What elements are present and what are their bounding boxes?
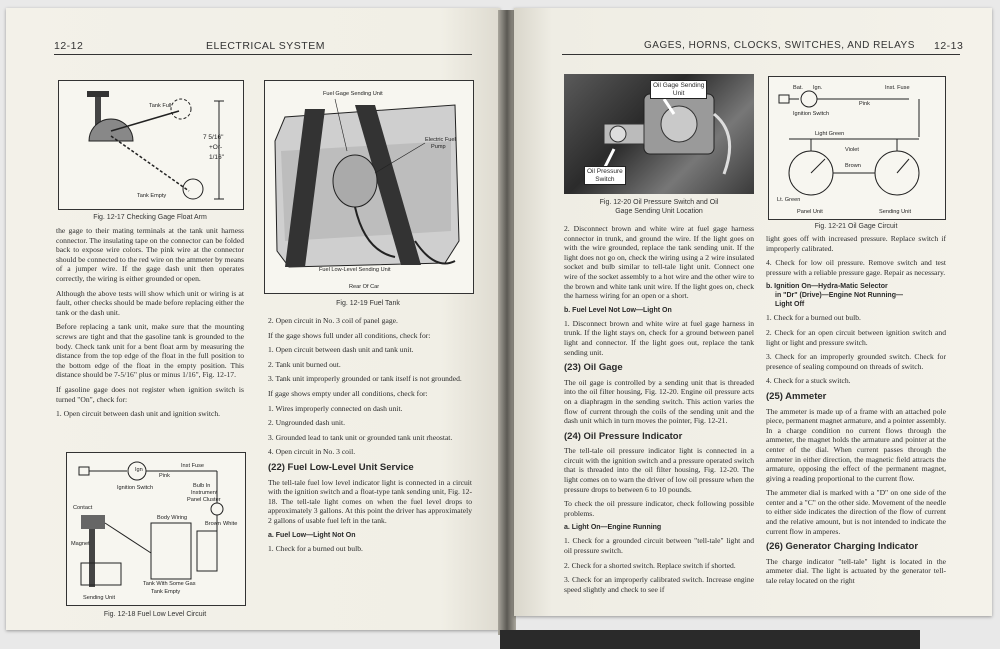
label-ignition-switch: Ignition Switch [793,111,830,117]
paragraph: 1. Check for a burned out bulb. [268,543,363,553]
callout-oil-pressure-switch [584,166,626,185]
paragraph: 2. Ungrounded dash unit. [268,418,345,428]
paragraph: 1. Disconnect brown and white wire at fuel gage harness in trunk. If the light stays on, check for a ground between panel light and connector. If the light goes out, replace the tank sending unit. [564,318,754,357]
page-base-shadow [500,630,920,649]
figure-12-21-oil-gage-circuit [768,76,946,220]
fuel-tank-drawing [265,81,473,293]
right-page-number: 12-13 [934,40,964,52]
callout-oil-gage-sending-unit [650,80,707,99]
subheading-light-on-engine-running: a. Light On—Engine Running [564,524,662,532]
label-light-green: Light Green [815,131,845,137]
paragraph: 2. Check for an open circuit between ignition switch and light or light and pressure switch. [766,327,946,347]
right-page [514,8,992,616]
label-low-level-unit: Fuel Low-Level Sending Unit [319,267,391,273]
paragraph: The ammeter dial is marked with a "D" on one side of the center and a "C" on the other side. Movement of the needle to either side indicates the direction of the flow of current and the relative amount, but is not intended to indicate the current flow in amperes. [766,488,946,536]
paragraph: 2. Tank unit burned out. [268,359,341,369]
label-lt-green: Lt. Green [777,197,801,203]
left-page [6,8,500,630]
right-header-rule [562,54,960,55]
label-body-wiring: Body Wiring [157,515,188,521]
paragraph: 4. Check for a stuck switch. [766,376,851,386]
paragraph: 1. Wires improperly connected on dash unit. [268,403,403,413]
label-tank-empty: Tank Empty [137,193,167,199]
label-inst-fuse: Inst. Fuse [885,85,910,91]
label-dim-1: 7 5/16" [203,134,224,141]
subheading-line-1: b. Ignition On—Hydra-Matic Selector [766,283,888,291]
callout-line-1: Oil Pressure [587,168,623,175]
label-tank-some-gas: Tank With Some Gas [143,581,196,587]
paragraph: 2. Check for a shorted switch. Replace switch if shorted. [564,560,736,570]
paragraph: 3. Grounded lead to tank unit or grounded tank unit rheostat. [268,432,453,442]
label-ign: Ign. [813,85,823,91]
section-heading-26: (26) Generator Charging Indicator [766,541,919,553]
paragraph: 3. Tank unit improperly grounded or tank itself is not grounded. [268,374,462,384]
label-panel-cluster: Panel Cluster [187,497,221,503]
caption-line-1: Fig. 12-20 Oil Pressure Switch and Oil [599,199,719,206]
label-pink: Pink [859,101,870,107]
right-column-1 [564,224,754,599]
paragraph: 1. Open circuit between dash unit and tank unit. [268,345,414,355]
label-contact: Contact [73,505,93,511]
subheading-line-3: Light Off [775,301,805,309]
caption-fig-12-21: Fig. 12-21 Oil Gage Circuit [814,223,898,230]
paragraph: The ammeter is made up of a frame with an attached pole piece, permanent magnet armature, and a pointer assembly. In a charge condition no current flows through the ammeter, the magnet holds the armature and pointer at the center of the dial. When current passes through the ammeter in either direction, the magnetic field attracts the armature, opposing the effect of the permanent magnet, giving a reading proportional to the current flow. [766,406,946,483]
section-heading-22: (22) Fuel Low-Level Unit Service [268,461,414,473]
caption-line-2: Gage Sending Unit Location [615,208,703,215]
label-brown: Brown [205,521,221,527]
right-column-2 [766,234,946,591]
caption-fig-12-19: Fig. 12-19 Fuel Tank [336,300,400,307]
section-heading-23: (23) Oil Gage [564,362,623,374]
left-running-title: ELECTRICAL SYSTEM [206,40,325,52]
label-fuel-gage-sending-unit: Fuel Gage Sending Unit [323,91,383,97]
label-brown: Brown [845,163,861,169]
paragraph: The charge indicator "tell-tale" light is located in the ammeter dial. The light is actuated by the generator tell-tale relay located on the right [766,556,946,586]
paragraph: Although the above tests will show which unit or wiring is at fault, other checks should be made before replacing either the tank or the dash unit. [56,288,244,317]
left-page-number: 12-12 [54,40,84,52]
label-sending-unit: Sending Unit [83,595,116,601]
right-running-title: GAGES, HORNS, CLOCKS, SWITCHES, AND RELAYS [644,40,915,51]
label-violet: Violet [845,147,859,153]
label-pink: Pink [159,473,170,479]
label-tank-empty-circuit: Tank Empty [151,589,181,595]
label-white: White [223,521,238,527]
paragraph: 3. Check for an improperly grounded switch. Check for presence of sealing compound on threads of switch. [766,352,946,371]
left-column-1 [56,226,244,424]
label-bat: Bat. [793,85,803,91]
label-ignition-switch: Ignition Switch [117,485,154,491]
paragraph: 3. Check for an improperly calibrated switch. Increase engine speed slightly and check to see if [564,575,754,594]
label-electric-fuel: Electric Fuel [425,137,456,143]
subheading-fuel-low-light-not-on: a. Fuel Low—Light Not On [268,531,356,539]
subheading-line-2: in "Dr" (Drive)—Engine Not Running— [775,292,903,300]
paragraph: 1. Open circuit between dash unit and ignition switch. [56,409,221,419]
paragraph: To check the oil pressure indicator, check following possible problems. [564,499,754,518]
paragraph: The tell-tale oil pressure indicator light is connected in a circuit with the ignition switch and a pressure operated switch that is threaded into the oil filter housing, Fig. 12-20. The light comes on to warn the driver of low oil pressure when the pressure drops to between 6 to 10 pounds. [564,446,754,494]
paragraph: The tell-tale fuel low level indicator light is connected in a circuit with the ignition switch and a float-type tank sending unit, Fig. 12-18. The tell-tale light comes on when the fuel level drops to approximately 3 gallons. At this point the driver has approximately 2 gallons of usable fuel left in the tank. [268,477,472,525]
callout-line-2: Switch [595,175,615,183]
paragraph: If gage shows empty under all conditions, check for: [268,388,428,398]
paragraph: 2. Open circuit in No. 3 coil of panel gage. [268,316,398,325]
subheading-ignition-on [766,282,946,309]
paragraph: The oil gage is controlled by a sending unit that is threaded into the oil filter housing, Fig. 12-20. Engine oil pressure acts on a diaphragm in the sending switch. This action varies the flow of current through the coils of the sending unit and the dash unit which in turn moves the pointer, Fig. 12-21. [564,377,754,426]
paragraph: light goes off with increased pressure. Replace switch if improperly calibrated. [766,234,946,253]
label-tank-full: Tank Full [149,103,172,109]
paragraph: the gage to their mating terminals at the tank unit harness connector. The insulating tape on the connector can be folded back to expose wire colors. The pink wire at the connector should be connected to the red wire on the ammeter by means of a jumper wire. If the gage dash unit then operates correctly, the wiring is either grounded or open. [56,226,244,283]
paragraph: If gasoline gage does not register when ignition switch is turned "On", check for: [56,384,244,404]
label-magnet: Magnet [71,541,90,547]
label-dim-2: +Or- [209,144,223,151]
paragraph: 4. Check for low oil pressure. Remove switch and test pressure with a reliable pressure gage. Repair as necessary. [766,258,946,277]
left-column-2 [268,316,472,558]
caption-fig-12-20 [564,198,754,216]
caption-fig-12-18: Fig. 12-18 Fuel Low Level Circuit [103,611,207,618]
label-sending-unit: Sending Unit [879,209,912,215]
caption-fig-12-17: Fig. 12-17 Checking Gage Float Arm [93,214,207,221]
label-pump: Pump [431,144,446,150]
paragraph: If the gage shows full under all conditions, check for: [268,330,431,340]
paragraph: 2. Disconnect brown and white wire at fuel gage harness connector in trunk, and ground the wire. If the light goes on with the wire grounded, replace the tank sending unit. If the light does not go on, check the wiring using a 2 wire insulated socket and bulb similar to tell-tale light unit. Connect one wire of the socket assembly to a hot wire and the other wire to the brown and white tank unit wire. If the light goes on, check the harness wiring for an open or a short. [564,224,754,301]
figure-12-17-float-arm [58,80,244,210]
label-panel-unit: Panel Unit [797,209,823,215]
paragraph: 4. Open circuit in No. 3 coil. [268,447,356,457]
figure-12-18-low-level-circuit [66,452,246,606]
label-dim-3: 1/16" [209,154,224,161]
paragraph: 1. Check for a grounded circuit between "tell-tale" light and oil pressure switch. [564,536,754,556]
label-ign: Ign [135,467,143,473]
callout-line-1: Oil Gage Sending [653,82,705,89]
label-bulb-in: Bulb In [193,483,211,489]
section-heading-25: (25) Ammeter [766,390,827,402]
label-instrument: Instrument [191,490,218,496]
figure-12-20-photo [564,74,754,194]
left-header-rule [54,54,472,55]
label-rear-of-car: Rear Of Car [349,284,380,290]
paragraph: Before replacing a tank unit, make sure that the mounting screws are tight and that the gasoline tank is grounded to the body. Check tank unit for a bent float arm by measuring the distance from the top edge of the float in the full position to the bottom edge of the float in the empty position. This distance should be 7-5/16" plus or minus 1/16", Fig. 12-17. [56,322,244,380]
figure-12-19-fuel-tank [264,80,474,294]
subheading-fuel-level-not-low: b. Fuel Level Not Low—Light On [564,306,672,314]
paragraph: 1. Check for a burned out bulb. [766,313,861,323]
section-heading-24: (24) Oil Pressure Indicator [564,430,683,442]
callout-line-2: Unit [672,89,685,97]
label-inst-fuse: Inst Fuse [181,463,205,469]
